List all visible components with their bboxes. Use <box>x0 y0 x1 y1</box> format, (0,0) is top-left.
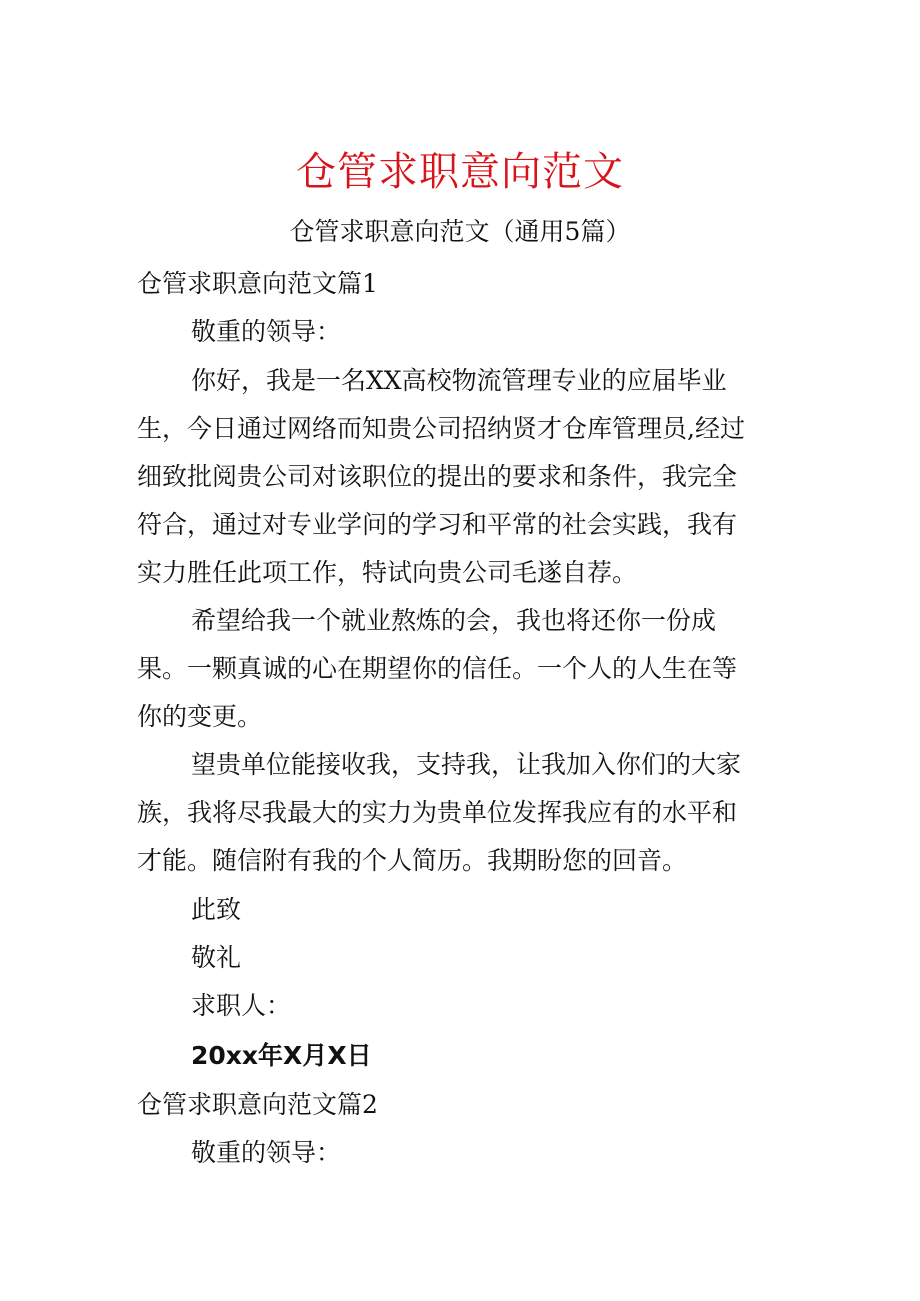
paragraph-2-line-1: 希望给我一个就业熬炼的会，我也将还你一份成 <box>191 606 717 635</box>
section-heading-1: 仓管求职意向范文篇1 <box>137 269 378 298</box>
date-line: 20xx年X月X日 <box>191 1041 372 1070</box>
section-heading-2: 仓管求职意向范文篇2 <box>137 1090 378 1119</box>
salutation-2: 敬重的领导： <box>191 1138 342 1167</box>
paragraph-3-line-2: 族，我将尽我最大的实力为贵单位发挥我应有的水平和 <box>137 798 738 827</box>
paragraph-1-line-4: 符合，通过对专业学问的学习和平常的社会实践，我有 <box>137 510 738 539</box>
paragraph-1-line-3: 细致批阅贵公司对该职位的提出的要求和条件，我完全 <box>137 462 738 491</box>
document-title: 仓管求职意向范文 <box>296 149 624 195</box>
document-subtitle: 仓管求职意向范文（通用5篇） <box>289 217 631 246</box>
closing-line-2: 敬礼 <box>191 943 242 972</box>
paragraph-2-line-3: 你的变更。 <box>137 702 263 731</box>
paragraph-1-line-1: 你好，我是一名XX高校物流管理专业的应届毕业 <box>191 366 727 395</box>
paragraph-1-line-2: 生，今日通过网络而知贵公司招纳贤才仓库管理员,经过 <box>137 414 745 443</box>
salutation-1: 敬重的领导： <box>191 317 342 346</box>
closing-line-1: 此致 <box>191 895 242 924</box>
paragraph-3-line-1: 望贵单位能接收我，支持我，让我加入你们的大家 <box>191 750 742 779</box>
paragraph-1-line-5: 实力胜任此项工作，特试向贵公司毛遂自荐。 <box>137 558 638 587</box>
signature-line: 求职人： <box>191 991 292 1020</box>
paragraph-2-line-2: 果。一颗真诚的心在期望你的信任。一个人的人生在等 <box>137 654 738 683</box>
paragraph-3-line-3: 才能。随信附有我的个人简历。我期盼您的回音。 <box>137 846 688 875</box>
